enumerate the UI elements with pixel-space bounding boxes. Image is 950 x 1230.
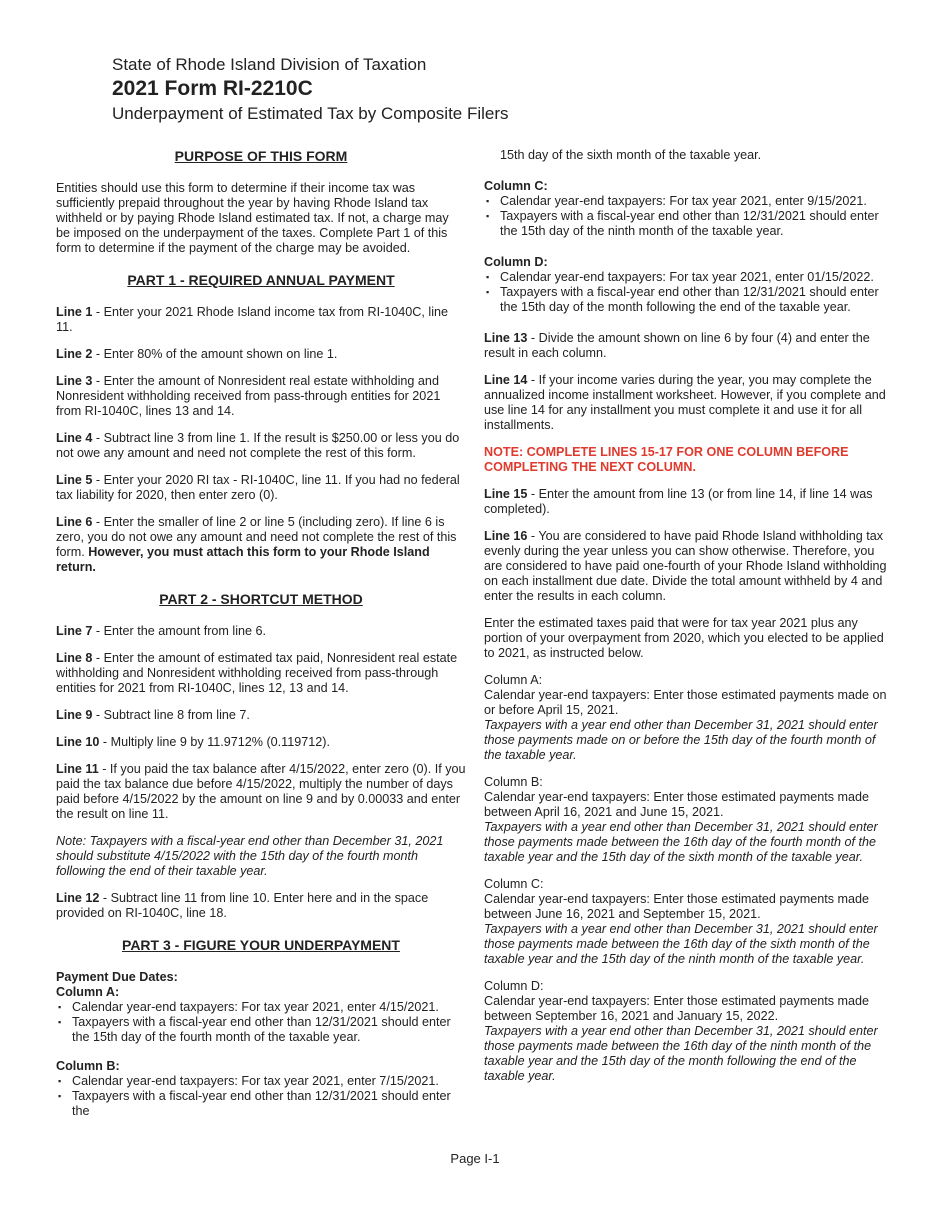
line-16: Line 16 - You are considered to have paid Rhode Island withholding tax evenly during the year unless you can show otherwise. Therefore, you are considered to have paid one-fourth of your Rhode Island withholding on each installment due date. Divide the total amount withheld by 4 and enter the results in each column. — [484, 529, 887, 603]
fiscal-year-note: Note: Taxpayers with a fiscal-year end other than December 31, 2021 should substitute 4/15/2022 with the 15th day of the fourth month following the end of their taxable year. — [56, 834, 444, 878]
line-6: Line 6 - Enter the smaller of line 2 or line 5 (including zero). If line 6 is zero, you do not owe any amount and need not complete the rest of this form. However, you must attach this form to your Rhode Island return. — [56, 515, 457, 574]
list-item: ▪ Taxpayers with a fiscal-year end other than 12/31/2021 should enter the 15th day of the month following the end of the taxable year. — [484, 285, 896, 315]
column-c-list — [484, 194, 896, 239]
part1-heading: PART 1 - REQUIRED ANNUAL PAYMENT — [127, 272, 395, 288]
column-b-list — [56, 1074, 466, 1119]
line-15: Line 15 - Enter the amount from line 13 (or from line 14, if line 14 was completed). — [484, 487, 873, 516]
column-b-continuation: 15th day of the sixth month of the taxable year. — [500, 148, 762, 162]
line-8: Line 8 - Enter the amount of estimated tax paid, Nonresident real estate withholding and Nonresident withholding received from pass-through entities for 2021 from RI-1040C, lines 12, 13 and 14. — [56, 651, 458, 695]
left-column — [56, 148, 466, 1131]
estimate-column-d: Column D: Calendar year-end taxpayers: Enter those estimated payments made between September 16, 2021 and January 15, 2022. Taxpayers with a year end other than December 31, 2021 should enter those payments made between the 16th day of the ninth month of the taxable year and the 15th day of the month following the end of the taxable year. — [484, 979, 878, 1083]
line-13: Line 13 - Divide the amount shown on line 6 by four (4) and enter the result in each column. — [484, 331, 870, 360]
estimate-column-b: Column B: Calendar year-end taxpayers: Enter those estimated payments made between April 16, 2021 and June 15, 2021. Taxpayers with a year end other than December 31, 2021 should enter those payments made between the 16th day of the fourth month of the taxable year and the 15th day of the sixth month of the taxable year. — [484, 775, 878, 864]
due-dates-heading: Payment Due Dates: — [56, 970, 178, 984]
column-c-heading: Column C: — [484, 179, 548, 193]
page-header — [112, 54, 509, 126]
line-9: Line 9 - Subtract line 8 from line 7. — [56, 708, 250, 722]
line-7: Line 7 - Enter the amount from line 6. — [56, 624, 267, 638]
list-item: ▪ Taxpayers with a fiscal-year end other than 12/31/2021 should enter the 15th day of the ninth month of the taxable year. — [484, 209, 896, 239]
estimated-taxes-intro: Enter the estimated taxes paid that were for tax year 2021 plus any portion of your overpayment from 2020, which you elected to be applied to 2021, as instructed below. — [484, 616, 884, 660]
form-subtitle: Underpayment of Estimated Tax by Composite Filers — [112, 104, 509, 123]
estimate-column-c: Column C: Calendar year-end taxpayers: Enter those estimated payments made between June 16, 2021 and September 15, 2021. Taxpayers with a year end other than December 31, 2021 should enter those payments made between the 16th day of the sixth month of the taxable year and the 15th day of the ninth month of the taxable year. — [484, 877, 878, 966]
list-item: ▪ Calendar year-end taxpayers: For tax year 2021, enter 4/15/2021. — [56, 1000, 466, 1015]
column-d-heading: Column D: — [484, 255, 548, 269]
part3-heading: PART 3 - FIGURE YOUR UNDERPAYMENT — [122, 937, 400, 953]
complete-columns-note: NOTE: COMPLETE LINES 15-17 FOR ONE COLUMN BEFORE COMPLETING THE NEXT COLUMN. — [484, 445, 849, 474]
line-1: Line 1 - Enter your 2021 Rhode Island income tax from RI-1040C, line 11. — [56, 305, 449, 334]
line-2: Line 2 - Enter 80% of the amount shown on line 1. — [56, 347, 338, 361]
form-title: 2021 Form RI-2210C — [112, 77, 313, 100]
column-a-list — [56, 1000, 466, 1045]
line-10: Line 10 - Multiply line 9 by 11.9712% (0.119712). — [56, 735, 330, 749]
line-14: Line 14 - If your income varies during the year, you may complete the annualized income installment worksheet. However, if you complete and use line 14 for any installment you must complete it and use it for all installments. — [484, 373, 886, 432]
purpose-text: Entities should use this form to determine if their income tax was sufficiently prepaid throughout the year by having Rhode Island tax withheld or by paying Rhode Island estimated tax. If not, a charge may be imposed on the underpayment of the taxes. Complete Part 1 of this form to determine if the payment of the charge may be avoided. — [56, 181, 449, 255]
column-a-heading: Column A: — [56, 985, 120, 999]
estimate-column-a: Column A: Calendar year-end taxpayers: Enter those estimated payments made on or before April 15, 2021. Taxpayers with a year end other than December 31, 2021 should enter those payments made on or before the 15th day of the fourth month of the taxable year. — [484, 673, 887, 762]
part2-heading: PART 2 - SHORTCUT METHOD — [159, 591, 363, 607]
column-d-list — [484, 270, 896, 315]
list-item: ▪ Taxpayers with a fiscal-year end other than 12/31/2021 should enter the 15th day of the fourth month of the taxable year. — [56, 1015, 466, 1045]
purpose-heading: PURPOSE OF THIS FORM — [174, 148, 348, 164]
list-item: ▪ Calendar year-end taxpayers: For tax year 2021, enter 01/15/2022. — [484, 270, 896, 285]
line-3: Line 3 - Enter the amount of Nonresident real estate withholding and Nonresident withholding received from pass-through entities for 2021 from RI-1040C, lines 13 and 14. — [56, 374, 441, 418]
line-5: Line 5 - Enter your 2020 RI tax - RI-1040C, line 11. If you had no federal tax liability for 2020, then enter zero (0). — [56, 473, 460, 502]
right-column — [484, 148, 896, 1096]
line-4: Line 4 - Subtract line 3 from line 1. If the result is $250.00 or less you do not owe any amount and need not complete the rest of this form. — [56, 431, 460, 460]
list-item: ▪ Calendar year-end taxpayers: For tax year 2021, enter 9/15/2021. — [484, 194, 896, 209]
list-item: ▪ Calendar year-end taxpayers: For tax year 2021, enter 7/15/2021. — [56, 1074, 466, 1089]
list-item: ▪ Taxpayers with a fiscal-year end other than 12/31/2021 should enter the — [56, 1089, 466, 1119]
column-b-heading: Column B: — [56, 1059, 120, 1073]
line-12: Line 12 - Subtract line 11 from line 10. Enter here and in the space provided on RI-1040C, line 18. — [56, 891, 429, 920]
line-11: Line 11 - If you paid the tax balance after 4/15/2022, enter zero (0). If you paid the tax balance due before 4/15/2022, multiply the number of days paid before 4/15/2022 by the amount on line 9 and by 0.00033 and enter the result on line 11. — [56, 762, 466, 821]
agency-name: State of Rhode Island Division of Taxation — [112, 55, 427, 74]
page-number: Page I-1 — [450, 1151, 500, 1166]
